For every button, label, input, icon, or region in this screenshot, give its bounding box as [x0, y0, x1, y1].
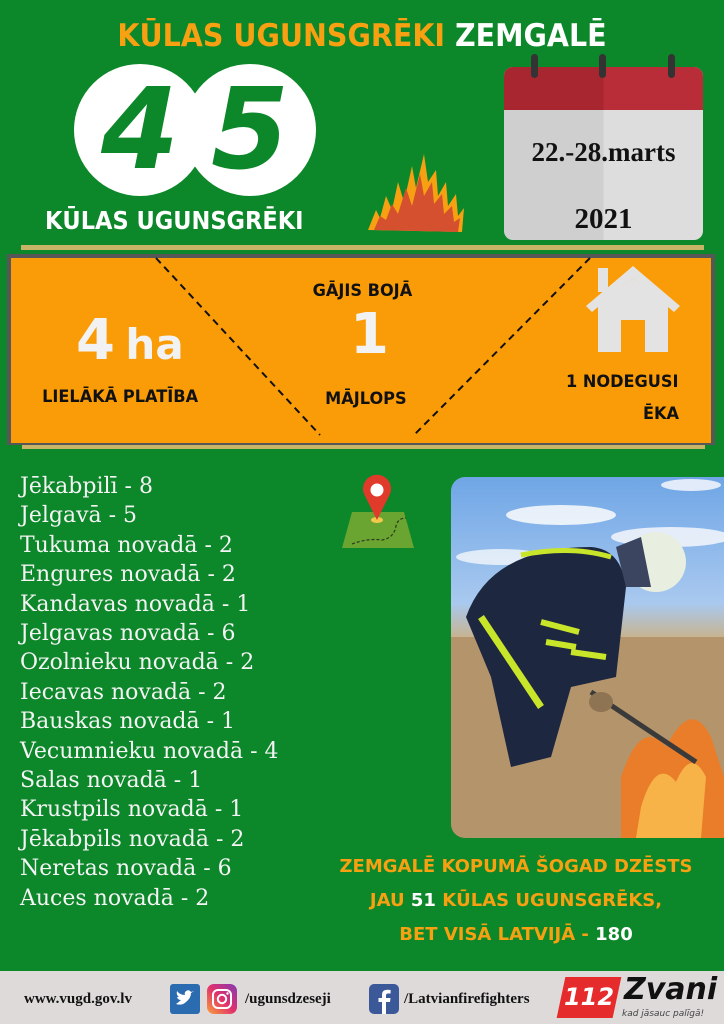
emergency-number: 112: [563, 983, 615, 1011]
footer: [0, 971, 724, 1024]
summary-line-1: ZEMGALĒ KOPUMĀ ŠOGAD DZĒSTS: [339, 856, 693, 877]
firefighter-illustration: [451, 477, 724, 838]
summary-latvia-total: 180: [595, 924, 633, 945]
twitter-icon[interactable]: [170, 984, 200, 1014]
stat-building-label-2: ĒKA: [642, 404, 680, 424]
stat-area-value: [76, 308, 184, 373]
location-item: Jēkabpils novadā - 2: [20, 826, 245, 852]
house-icon: [584, 262, 682, 354]
calendar-year: 2021: [574, 203, 633, 235]
locations-list: [20, 472, 279, 913]
stat-livestock-label: MĀJLOPS: [325, 389, 407, 409]
count-digit-2: 5: [211, 65, 289, 195]
location-item: Kandavas novadā - 1: [20, 591, 251, 617]
location-item: Tukuma novadā - 2: [20, 532, 233, 558]
website-link[interactable]: www.vugd.gov.lv: [24, 991, 132, 1007]
location-item: Bauskas novadā - 1: [20, 709, 236, 735]
stat-area-label: LIELĀKĀ PLATĪBA: [42, 387, 199, 407]
firefighter-photo: [451, 477, 724, 838]
map-pin-icon: [338, 474, 418, 552]
summary-line-3: [308, 918, 724, 952]
facebook-icon[interactable]: [369, 984, 399, 1014]
location-item: Jēkabpilī - 8: [20, 474, 153, 499]
location-item: Neretas novadā - 6: [20, 856, 232, 882]
location-item: Jelgavā - 5: [20, 503, 138, 529]
area-number: 4: [76, 308, 115, 373]
count-digit-1: 4: [101, 65, 179, 195]
facebook-handle-link[interactable]: /Latvianfirefighters: [404, 991, 530, 1007]
location-item: Ozolnieku novadā - 2: [20, 650, 255, 676]
summary-zemgale-total: 51: [410, 890, 436, 911]
location-item: Iecavas novadā - 2: [20, 679, 227, 705]
summary-line-2: [308, 884, 724, 918]
emergency-badge: [557, 977, 622, 1018]
area-unit: ha: [125, 320, 184, 369]
summary-text: [308, 850, 724, 952]
stat-livestock-top-label: GĀJIS BOJĀ: [312, 281, 413, 301]
emergency-word: Zvani: [624, 972, 718, 1007]
instagram-icon[interactable]: [207, 984, 237, 1014]
location-item: Vecumnieku novadā - 4: [20, 738, 279, 764]
location-item: Salas novadā - 1: [20, 768, 203, 794]
stat-livestock-value: 1: [350, 302, 389, 367]
location-item: Auces novadā - 2: [20, 885, 210, 911]
count-label: KŪLAS UGUNSGRĒKI: [45, 206, 304, 235]
summary-text-part: KŪLAS UGUNSGRĒKS,: [435, 890, 663, 911]
stat-building-label-1: 1 NODEGUSI: [565, 372, 679, 392]
summary-text-part: JAU: [369, 890, 411, 911]
location-item: Jelgavas novadā - 6: [20, 621, 236, 647]
title-part-white: ZEMGALĒ: [454, 18, 607, 54]
social-handle-link[interactable]: /ugunsdzeseji: [245, 991, 331, 1007]
title-part-orange: KŪLAS UGUNSGRĒKI: [117, 18, 446, 54]
emergency-tagline: kad jāsauc palīgā!: [622, 1009, 705, 1019]
calendar-date-range: 22.-28.marts: [531, 137, 676, 167]
location-item: Krustpils novadā - 1: [20, 797, 244, 823]
location-item: Engures novadā - 2: [20, 562, 236, 588]
summary-text-part: BET VISĀ LATVIJĀ -: [399, 924, 596, 945]
